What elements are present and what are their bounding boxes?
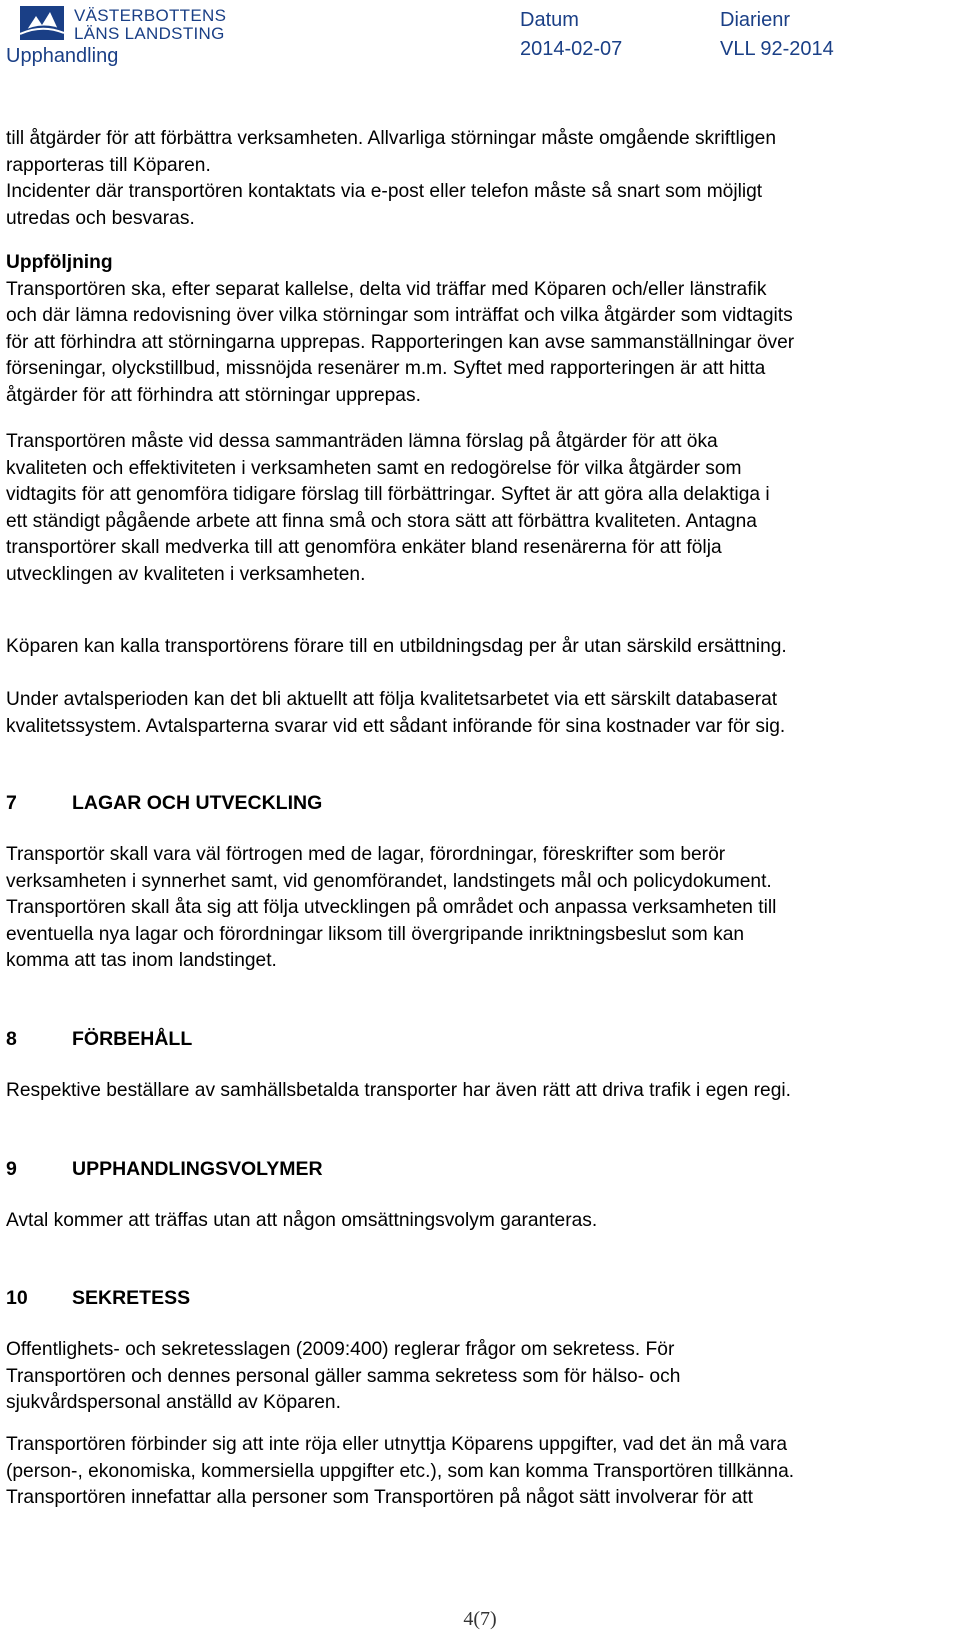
section-number: 8 <box>6 1028 17 1050</box>
logo-text-line1: VÄSTERBOTTENS <box>74 6 227 25</box>
section-8-body <box>6 1078 958 1105</box>
section-10-paragraph-2 <box>6 1432 958 1512</box>
logo-mark-icon <box>20 6 64 40</box>
uppfoljning-paragraph-4 <box>6 687 958 740</box>
section-number: 10 <box>6 1287 28 1309</box>
section-title: FÖRBEHÅLL <box>72 1028 193 1050</box>
uppfoljning-paragraph-3 <box>6 634 958 661</box>
text-line: Under avtalsperioden kan det bli aktuellt att följa kvalitetsarbetet via ett särskilt databaserat <box>6 689 778 710</box>
subheading-uppfoljning: Uppföljning <box>6 252 113 273</box>
section-number: 9 <box>6 1158 17 1180</box>
section-heading-7 <box>6 794 322 814</box>
section-title: UPPHANDLINGSVOLYMER <box>72 1158 323 1180</box>
text-line: Incidenter där transportören kontaktats via e-post eller telefon måste så snart som möjligt <box>6 181 763 202</box>
section-9-body <box>6 1208 958 1235</box>
text-line: till åtgärder för att förbättra verksamheten. Allvarliga störningar måste omgående skriftligen <box>6 128 777 149</box>
section-title: SEKRETESS <box>72 1287 191 1309</box>
text-line: verksamheten i synnerhet samt, vid genomförandet, landstingets mål och policydokument. <box>6 870 772 892</box>
reference-value: VLL 92-2014 <box>720 38 834 60</box>
text-line: (person-, ekonomiska, kommersiella uppgifter etc.), som kan komma Transportören tillkänna. <box>6 1460 795 1482</box>
text-line: Transportören måste vid dessa sammanträden lämna förslag på åtgärder för att öka <box>6 431 718 452</box>
document-type: Upphandling <box>6 45 119 67</box>
text-line: Avtal kommer att träffas utan att någon omsättningsvolym garanteras. <box>6 1210 598 1231</box>
uppfoljning-block <box>6 250 958 409</box>
date-value: 2014-02-07 <box>520 38 623 60</box>
uppfoljning-paragraph-2 <box>6 429 958 588</box>
text-line: sjukvårdspersonal anställd av Köparen. <box>6 1392 341 1413</box>
text-line: Köparen kan kalla transportörens förare till en utbildningsdag per år utan särskild ersättning. <box>6 636 787 657</box>
continuation-paragraph <box>6 126 958 232</box>
text-line: Transportören förbinder sig att inte röja eller utnyttja Köparens uppgifter, vad det än må vara <box>6 1434 788 1455</box>
text-line: eventuella nya lagar och förordningar liksom till övergripande inriktningsbeslut som kan <box>6 923 745 945</box>
text-line: ett ständigt pågående arbete att finna små och stora sätt att förbättra kvaliteten. Antagna <box>6 510 757 532</box>
text-line: Transportören och dennes personal gäller samma sekretess som för hälso- och <box>6 1365 681 1387</box>
text-line: för att förhindra att störningarna upprepas. Rapporteringen kan avse sammanställningar över <box>6 331 795 353</box>
section-title: LAGAR OCH UTVECKLING <box>72 792 323 814</box>
text-line: Transportören skall åta sig att följa utvecklingen på området och anpassa verksamheten till <box>6 897 777 918</box>
logo-text-line2: LÄNS LANDSTING <box>74 24 225 43</box>
section-heading-9 <box>6 1160 323 1180</box>
text-line: transportörer skall medverka till att genomföra enkäter bland resenärerna för att följa <box>6 537 722 558</box>
section-number: 7 <box>6 792 17 814</box>
text-line: Transportören innefattar alla personer som Transportören på något sätt involverar för att <box>6 1487 753 1508</box>
text-line: förseningar, olyckstillbud, missnöjda resenärer m.m. Syftet med rapporteringen är att hitta <box>6 358 766 379</box>
text-line: åtgärder för att förhindra att störningar upprepas. <box>6 384 421 406</box>
reference-label: Diarienr <box>720 9 791 31</box>
section-heading-8 <box>6 1030 192 1050</box>
text-line: utvecklingen av kvaliteten i verksamheten. <box>6 563 366 585</box>
text-line: Offentlighets- och sekretesslagen (2009:400) reglerar frågor om sekretess. För <box>6 1339 675 1360</box>
text-line: kvalitetssystem. Avtalsparterna svarar vid ett sådant införande för sina kostnader var för sig. <box>6 715 786 737</box>
section-7-body <box>6 842 958 975</box>
section-heading-10 <box>6 1289 190 1309</box>
date-label: Datum <box>520 9 579 31</box>
text-line: Transportören ska, efter separat kallelse, delta vid träffar med Köparen och/eller länstrafik <box>6 278 767 300</box>
section-10-body <box>6 1337 958 1417</box>
text-line: vidtagits för att genomföra tidigare förslag till förbättringar. Syftet är att göra alla delaktiga i <box>6 484 770 505</box>
text-line: Respektive beställare av samhällsbetalda transporter har även rätt att driva trafik i egen regi. <box>6 1080 791 1101</box>
text-line: kvaliteten och effektiviteten i verksamheten samt en redogörelse för vilka åtgärder som <box>6 457 742 479</box>
text-line: och där lämna redovisning över vilka störningar som inträffat och vilka åtgärder som vidtagits <box>6 305 793 326</box>
text-line: komma att tas inom landstinget. <box>6 950 277 971</box>
text-line: Transportör skall vara väl förtrogen med de lagar, förordningar, föreskrifter som berör <box>6 844 726 865</box>
text-line: rapporteras till Köparen. <box>6 154 211 176</box>
text-line: utredas och besvaras. <box>6 207 195 229</box>
organization-logo <box>20 4 240 43</box>
page-number: 4(7) <box>463 1608 497 1630</box>
